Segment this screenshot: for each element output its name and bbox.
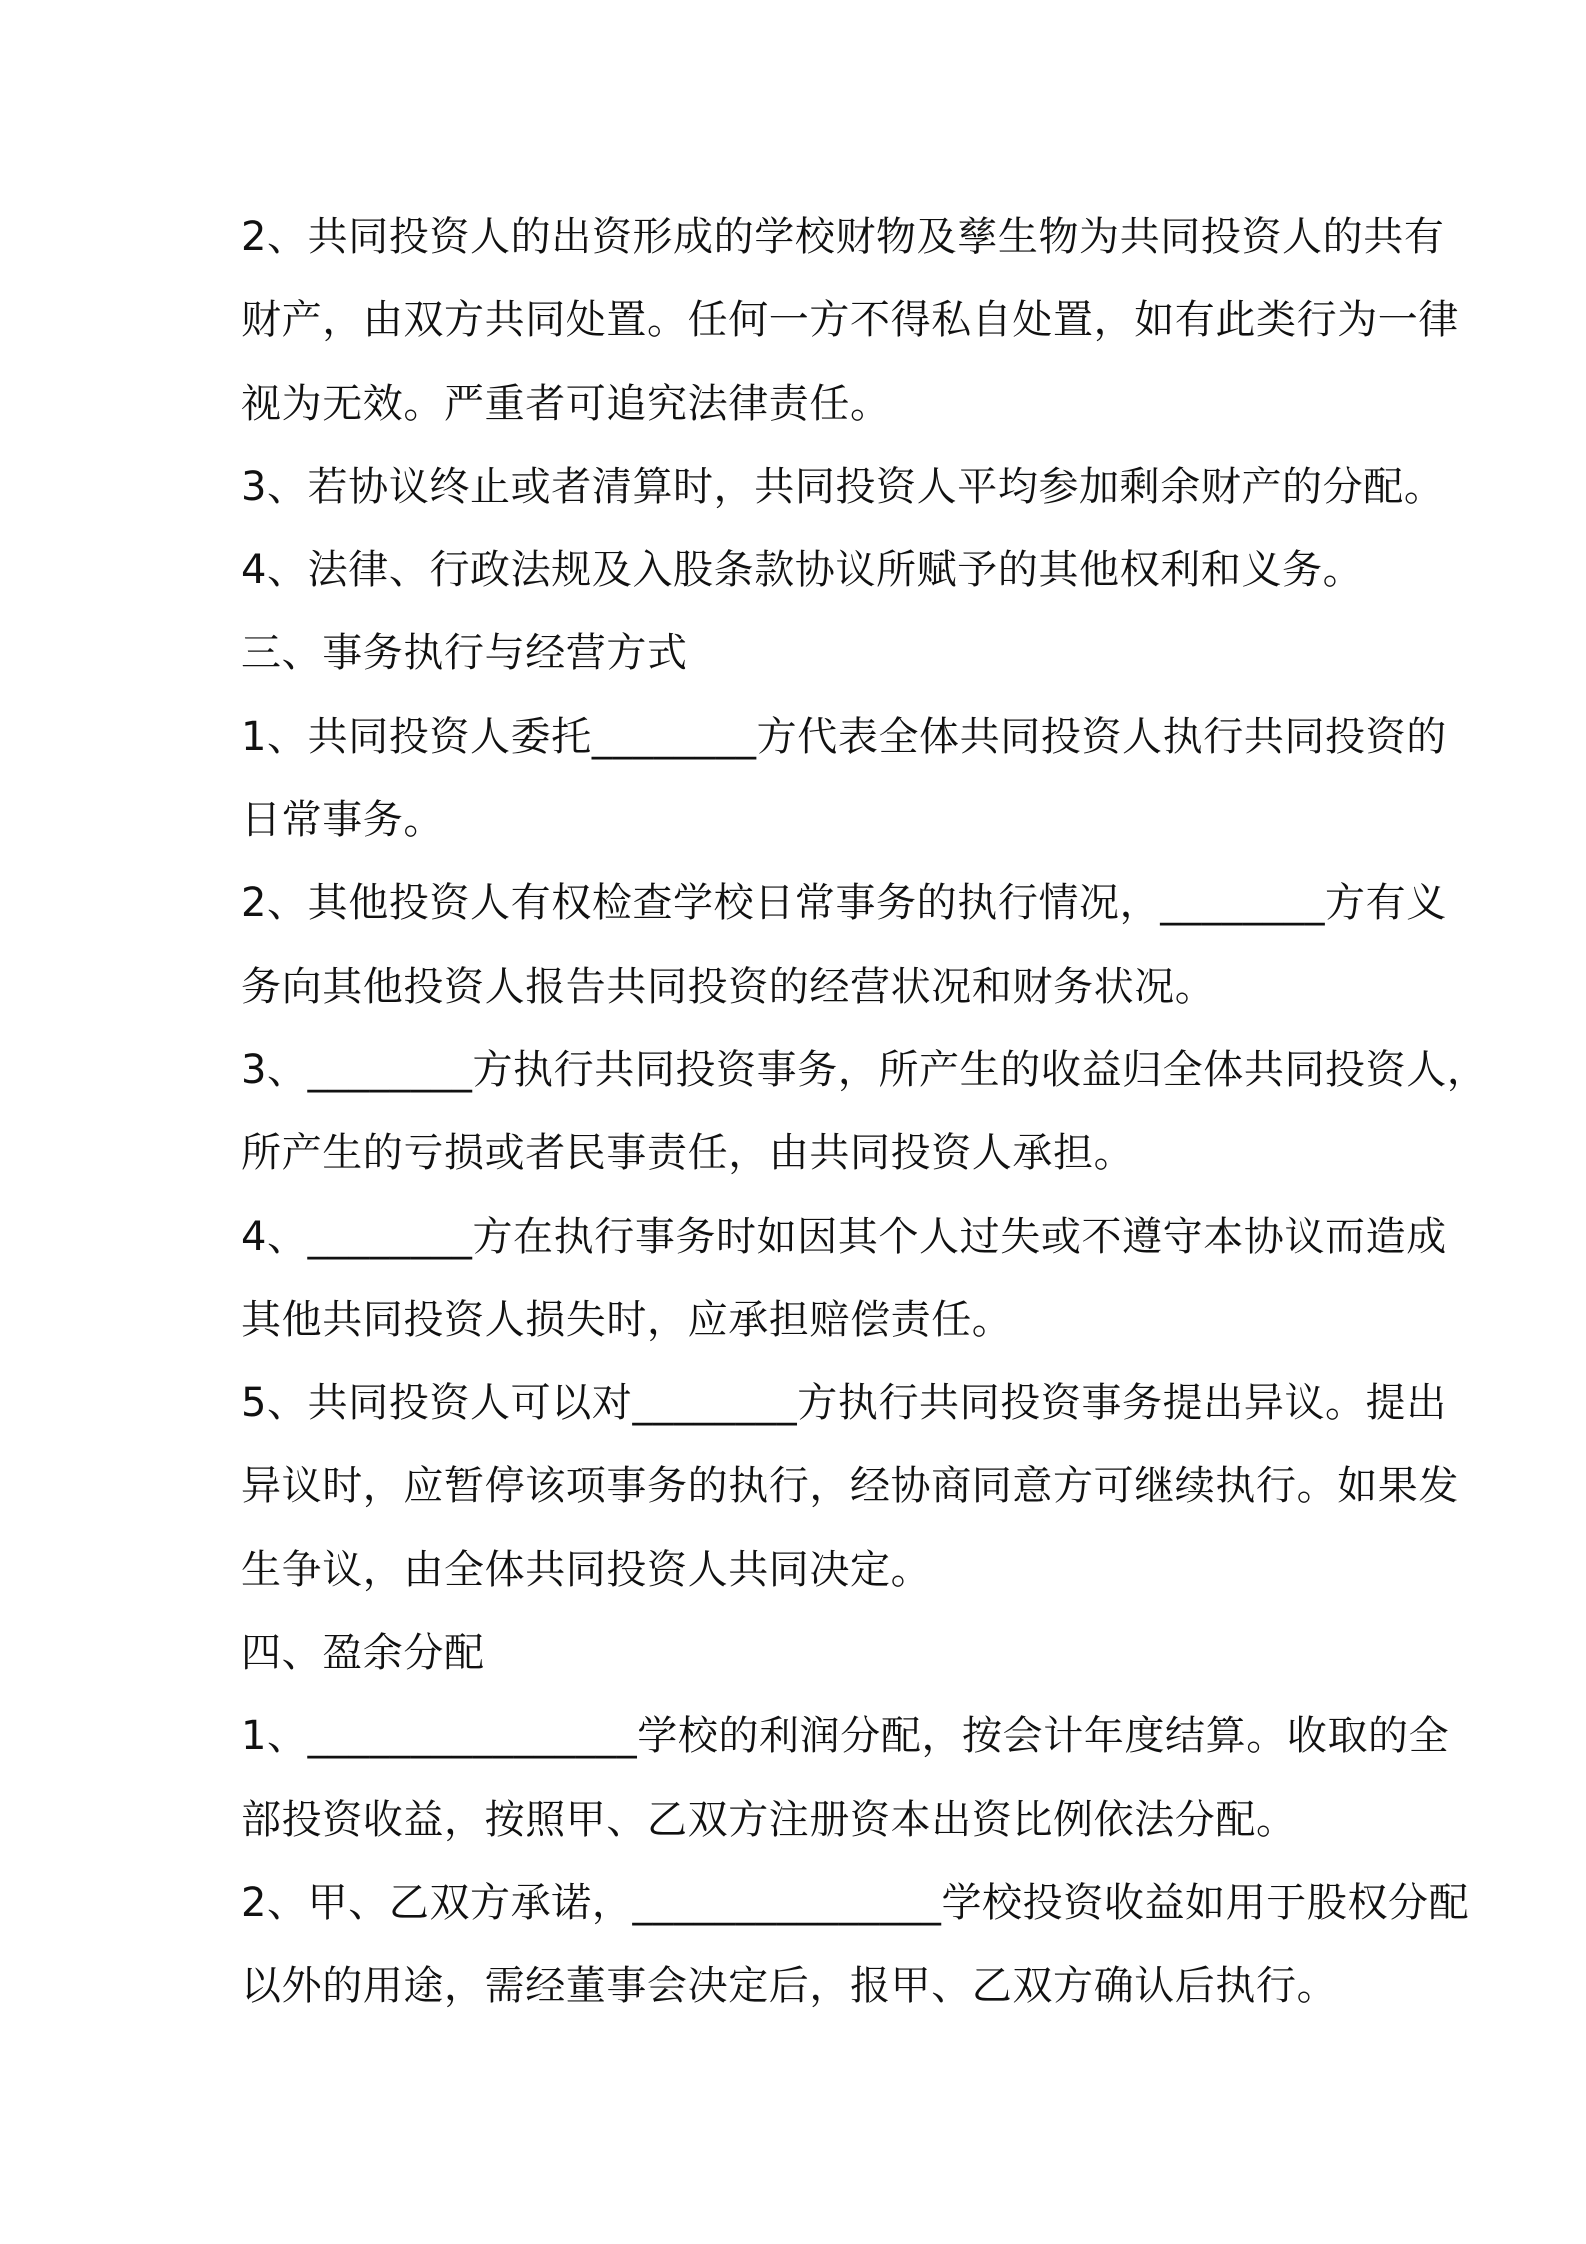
text-line: 4、法律、行政法规及入股条款协议所赋予的其他权利和义务。 — [241, 547, 1364, 594]
text-line: 所产生的亏损或者民事责任，由共同投资人承担。 — [241, 1130, 1135, 1177]
text-line: 1、________________学校的利润分配，按会计年度结算。收取的全 — [241, 1713, 1450, 1760]
text-line: 3、________方执行共同投资事务，所产生的收益归全体共同投资人， — [241, 1046, 1488, 1093]
text-line: 以外的用途，需经董事会决定后，报甲、乙双方确认后执行。 — [241, 1963, 1338, 2010]
text-line: 4、________方在执行事务时如因其个人过失或不遵守本协议而造成 — [241, 1213, 1447, 1260]
text-line: 5、共同投资人可以对________方执行共同投资事务提出异议。提出 — [241, 1380, 1447, 1427]
text-line: 生争议，由全体共同投资人共同决定。 — [241, 1546, 932, 1593]
text-line: 异议时，应暂停该项事务的执行，经协商同意方可继续执行。如果发 — [241, 1463, 1459, 1510]
text-line: 其他共同投资人损失时，应承担赔偿责任。 — [241, 1296, 1013, 1343]
text-line: 视为无效。严重者可追究法律责任。 — [241, 380, 891, 427]
section-heading: 四、盈余分配 — [241, 1630, 485, 1677]
text-line: 2、共同投资人的出资形成的学校财物及孳生物为共同投资人的共有 — [241, 214, 1445, 260]
text-line: 2、其他投资人有权检查学校日常事务的执行情况，________方有义 — [241, 880, 1447, 927]
text-line: 2、甲、乙双方承诺，_______________学校投资收益如用于股权分配 — [241, 1879, 1470, 1926]
text-line: 财产，由双方共同处置。任何一方不得私自处置，如有此类行为一律 — [241, 297, 1459, 344]
text-line: 3、若协议终止或者清算时，共同投资人平均参加剩余财产的分配。 — [241, 463, 1445, 510]
document-body — [241, 196, 1488, 2029]
text-line: 部投资收益，按照甲、乙双方注册资本出资比例依法分配。 — [241, 1796, 1297, 1843]
text-line: 日常事务。 — [241, 797, 444, 844]
text-line: 务向其他投资人报告共同投资的经营状况和财务状况。 — [241, 963, 1216, 1010]
section-heading: 三、事务执行与经营方式 — [241, 630, 688, 677]
text-line: 1、共同投资人委托________方代表全体共同投资人执行共同投资的 — [241, 713, 1447, 760]
